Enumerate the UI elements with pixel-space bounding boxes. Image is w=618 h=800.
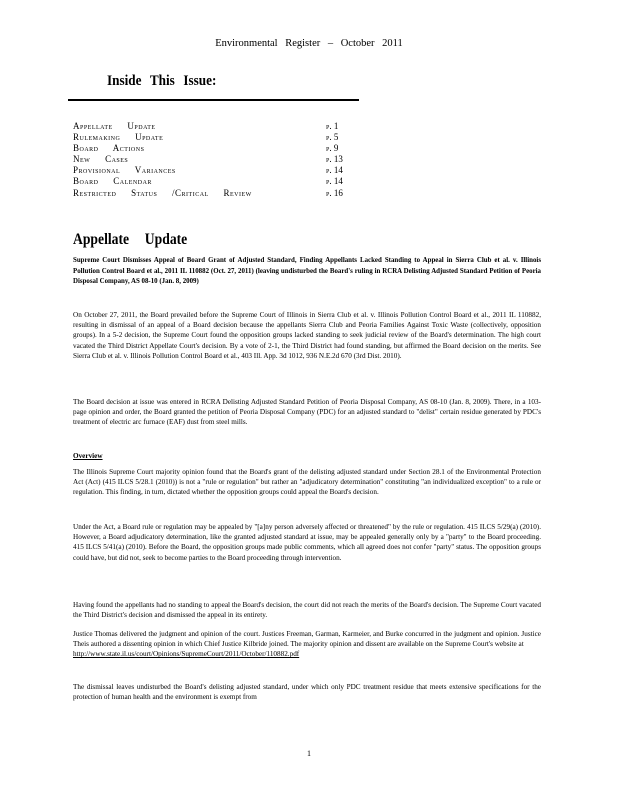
toc-label: Restricted Status /Critical Review: [73, 187, 252, 198]
table-of-contents: [73, 121, 363, 199]
toc-label: Board Actions: [73, 143, 145, 154]
toc-label: Provisional Variances: [73, 165, 176, 176]
toc-page: p. 1: [326, 121, 339, 131]
toc-label: Appellate Update: [73, 121, 156, 131]
paragraph: [73, 629, 541, 660]
opinion-link[interactable]: http://www.state.il.us/court/Opinions/SupremeCourt/2011/October/110882.pdf: [73, 650, 300, 659]
paragraph: Having found the appellants had no standing to appeal the Board's decision, the court did not reach the merits of the Board's decision. The Supreme Court vacated the Third District's decision and dismissed the appeal in its entirety.: [73, 601, 541, 620]
toc-row[interactable]: [73, 132, 363, 143]
toc-label: New Cases: [73, 154, 129, 165]
toc-label: Board Calendar: [73, 176, 152, 187]
toc-label: Rulemaking Update: [73, 132, 164, 143]
paragraph: Under the Act, a Board rule or regulation may be appealed by "[a]ny person adversely affected or threatened" by the rule or regulation. 415 ILCS 5/29(a) (2010). However, a Board adjudicatory determination, like the granted adjusted standard at issue, may be appealed generally only by a "party" to the Board proceeding. 415 ILCS 5/41(a) (2010). Before the Board, the opposition groups made public comments, which all agreed does not confer "party" status. The opposition groups could have, but did not, seek to become parties to the Board proceeding through intervention.: [73, 523, 541, 562]
running-head: Environmental Register – October 2011: [215, 38, 403, 49]
inside-issue-title: Inside This Issue:: [107, 73, 217, 89]
overview-heading: Overview: [73, 452, 103, 460]
toc-page: p. 9: [326, 143, 339, 154]
paragraph: The dismissal leaves undisturbed the Board's delisting adjusted standard, under which only PDC treatment residue that meets extensive specifications for the protection of human health and the environment is exempt from: [73, 683, 541, 702]
toc-row[interactable]: [73, 143, 363, 154]
toc-page: p. 5: [326, 132, 339, 143]
toc-page: p. 14: [326, 165, 343, 176]
article-headline: Supreme Court Dismisses Appeal of Board Grant of Adjusted Standard, Finding Appellants Lacked Standing to Appeal in Sierra Club et al. v. Illinois Pollution Control Board et al., 2011 IL 110882 (Oct. 27, 2011) (leaving undisturbed the Board's ruling in RCRA Delisting Adjusted Standard Petition of Peoria Disposal Company, AS 08-10 (Jan. 8, 2009): [73, 257, 541, 285]
toc-row[interactable]: [73, 121, 363, 132]
paragraph-text: Justice Thomas delivered the judgment and opinion of the court. Justices Freeman, Garman, Karmeier, and Burke concurred in the judgment and opinion. Justice Theis authored a dissenting opinion in which Chief Justice Kilbride joined. The majority opinion and dissent are available on the Supreme Court's website at: [73, 630, 541, 649]
paragraph: The Illinois Supreme Court majority opinion found that the Board's grant of the delisting adjusted standard under Section 28.1 of the Environmental Protection Act (Act) (415 ILCS 5/28.1 (2010)) is not a "rule or regulation" but rather an "adjudicatory determination" constituting "an individualized exception" to a rule or regulation. This finding, in turn, dictated whether the opposition groups could appeal the Board's decision.: [73, 468, 541, 497]
section-title: Appellate Update: [73, 231, 188, 248]
toc-row[interactable]: [73, 154, 363, 165]
toc-row[interactable]: [73, 165, 363, 176]
title-rule: [68, 99, 359, 101]
toc-row[interactable]: [73, 188, 363, 199]
toc-page: p. 14: [326, 176, 343, 187]
paragraph: On October 27, 2011, the Board prevailed before the Supreme Court of Illinois in Sierra Club et al. v. Illinois Pollution Control Board et al., 2011 IL 110882, resulting in dismissal of an appeal of a Board decision because the appellants Sierra Club and Peoria Families Against Toxic Waste (collectively, opposition groups). In a 5-2 decision, the Supreme Court found the opposition groups lacked standing to seek judicial review of the Board's determination. The high court vacated the Third District Appellate Court's decision. By a vote of 2-1, the Third District had found standing, but affirmed the Board decision on the merits. See Sierra Club et al. v. Illinois Pollution Control Board et al., 403 Ill. App. 3d 1012, 936 N.E.2d 670 (3rd Dist. 2010).: [73, 311, 541, 360]
toc-row[interactable]: [73, 176, 363, 187]
toc-page: p. 16: [326, 187, 343, 198]
toc-page: p. 13: [326, 154, 343, 165]
page-number: 1: [307, 749, 311, 758]
paragraph: The Board decision at issue was entered in RCRA Delisting Adjusted Standard Petition of Peoria Disposal Company, AS 08-10 (Jan. 8, 2009). There, in a 103-page opinion and order, the Board granted the petition of Peoria Disposal Company (PDC) for an adjusted standard to "delist" certain residue generated by PDC's treatment of electric arc furnace (EAF) dust from steel mills.: [73, 398, 541, 427]
